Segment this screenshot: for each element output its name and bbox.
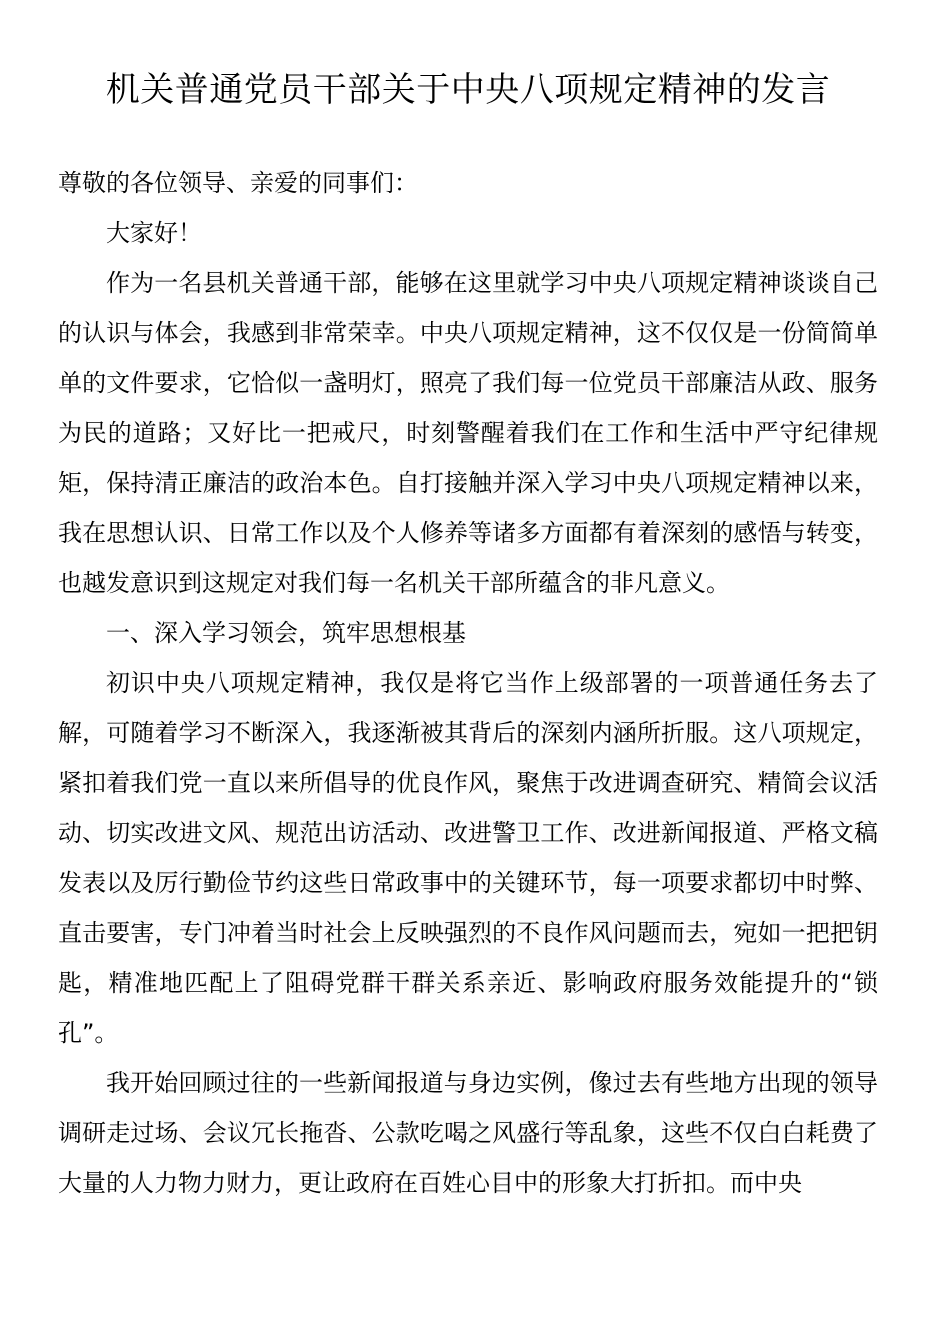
- document-body: [58, 158, 878, 1208]
- document-title: 机关普通党员干部关于中央八项规定精神的发言: [105, 70, 831, 110]
- section-paragraph-1: 初识中央八项规定精神，我仅是将它当作上级部署的一项普通任务去了解，可随着学习不断深入，我逐渐被其背后的深刻内涵所折服。这八项规定，紧扣着我们党一直以来所倡导的优良作风，聚焦于改进调查研究、精简会议活动、切实改进文风、规范出访活动、改进警卫工作、改进新闻报道、严格文稿发表以及厉行勤俭节约这些日常政事中的关键环节，每一项要求都切中时弊、直击要害，专门冲着当时社会上反映强烈的不良作风问题而去，宛如一把把钥匙，精准地匹配上了阻碍党群干群关系亲近、影响政府服务效能提升的“锁孔”。: [58, 669, 878, 1047]
- section-heading: 一、深入学习领会，筑牢思想根基: [106, 619, 466, 647]
- salutation: 尊敬的各位领导、亲爱的同事们：: [58, 169, 418, 197]
- section-paragraph-2: 我开始回顾过往的一些新闻报道与身边实例，像过去有些地方出现的领导调研走过场、会议冗长拖沓、公款吃喝之风盛行等乱象，这些不仅白白耗费了大量的人力物力财力，更让政府在百姓心目中的形象大打折扣。而中央: [58, 1069, 878, 1197]
- greeting: 大家好！: [106, 219, 202, 247]
- intro-paragraph: 作为一名县机关普通干部，能够在这里就学习中央八项规定精神谈谈自己的认识与体会，我感到非常荣幸。中央八项规定精神，这不仅仅是一份简简单单的文件要求，它恰似一盏明灯，照亮了我们每一位党员干部廉洁从政、服务为民的道路；又好比一把戒尺，时刻警醒着我们在工作和生活中严守纪律规矩，保持清正廉洁的政治本色。自打接触并深入学习中央八项规定精神以来，我在思想认识、日常工作以及个人修养等诸多方面都有着深刻的感悟与转变，也越发意识到这规定对我们每一名机关干部所蕴含的非凡意义。: [58, 269, 878, 597]
- document-page: [58, 64, 878, 1208]
